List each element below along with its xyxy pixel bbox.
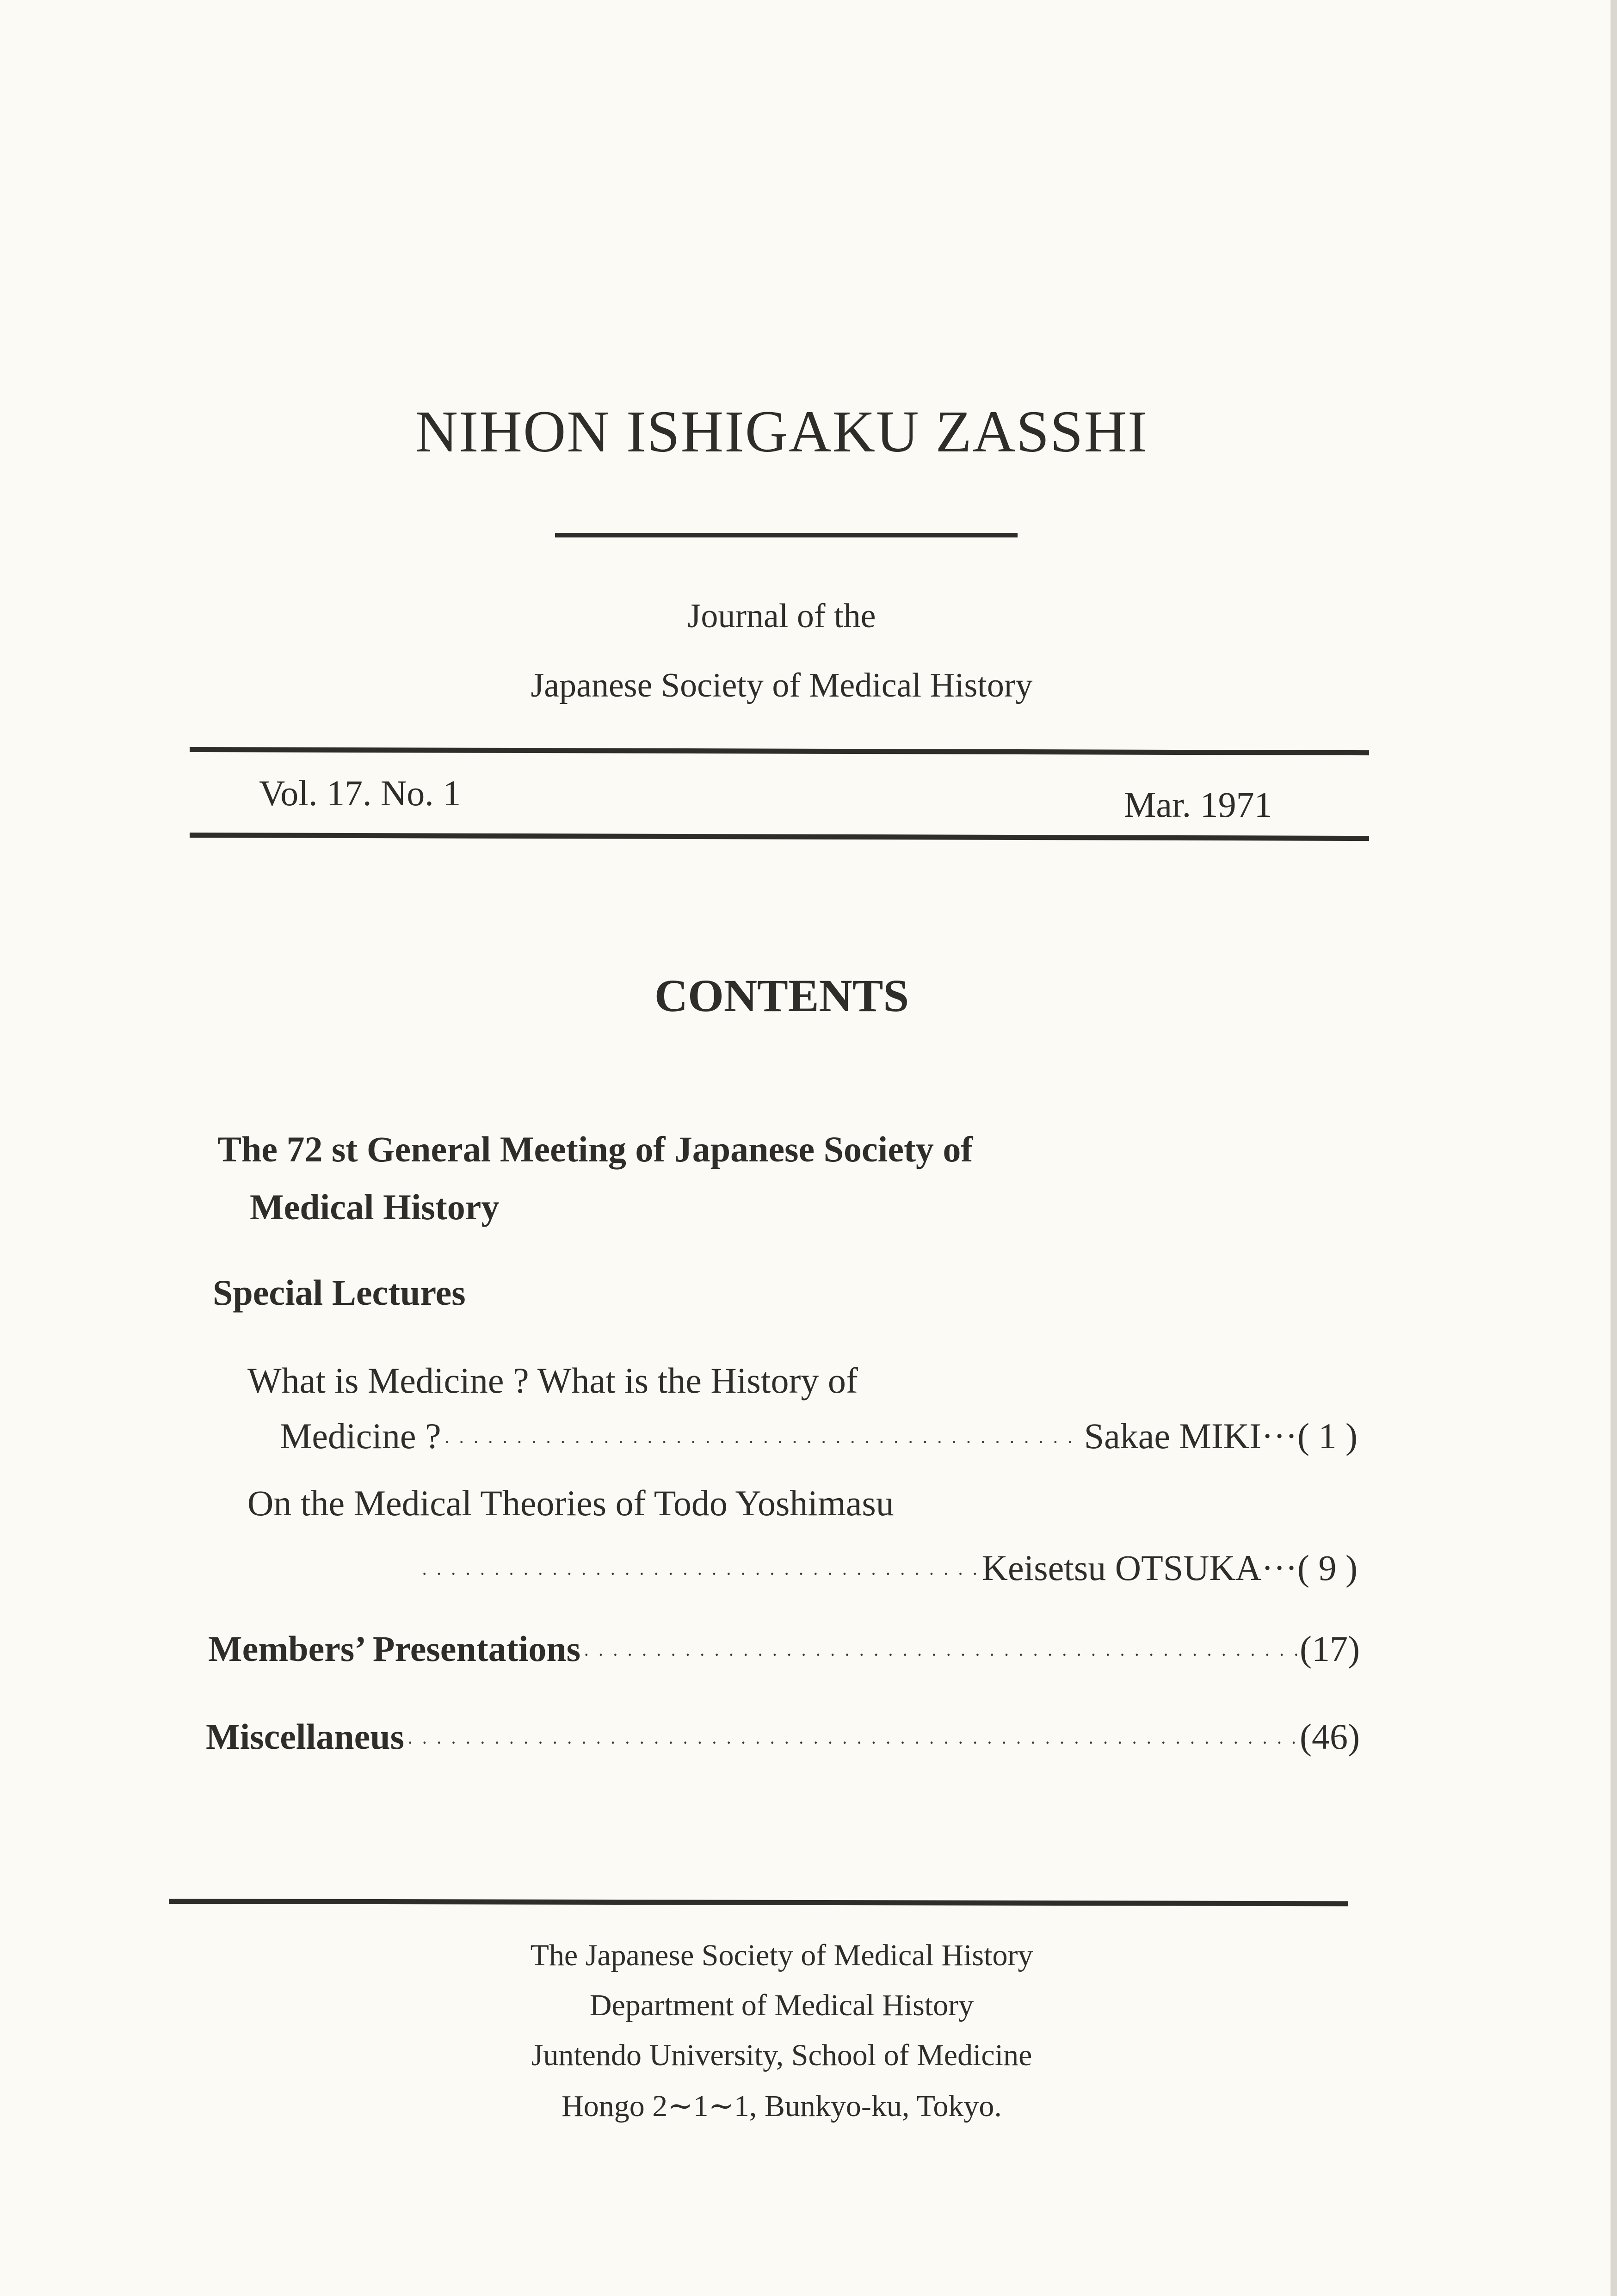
dot-leader-short: ··· [1261,1416,1298,1456]
subtitle-line-1: Journal of the [687,597,876,635]
miscellaneus-label: Miscellaneus [206,1716,404,1757]
issue-volume: Vol. 17. No. 1 [259,773,461,813]
members-presentations-label: Members’ Presentations [208,1629,581,1669]
entry-2-author: Keisetsu OTSUKA [981,1548,1262,1588]
footer-rule [169,1899,1348,1906]
miscellaneus-line[interactable] [206,1716,1360,1758]
members-presentations-page: (17) [1300,1629,1360,1669]
issue-rule-top [190,747,1369,755]
dot-leader [407,1716,1297,1758]
entry-1-page: ( 1 ) [1297,1416,1358,1456]
publisher-line-1: The Japanese Society of Medical History [530,1938,1033,1972]
miscellaneus-page: (46) [1300,1716,1360,1757]
entry-1-author: Sakae MIKI [1084,1416,1262,1456]
publisher-line-3: Juntendo University, School of Medicine [531,2038,1032,2072]
meeting-heading-line-2: Medical History [250,1187,500,1227]
entry-1-title-line-1: What is Medicine ? What is the History of [247,1360,858,1401]
entry-2-page: ( 9 ) [1297,1548,1358,1588]
publisher-line-4: Hongo 2∼1∼1, Bunkyo-ku, Tokyo. [562,2089,1002,2123]
subtitle-line-2: Japanese Society of Medical History [531,667,1033,704]
dot-leader [583,1628,1297,1670]
meeting-heading-line-1: The 72 st General Meeting of Japanese Society of [217,1129,973,1169]
title-divider [555,533,1018,537]
dot-leader [421,1547,979,1589]
dot-leader [444,1415,1081,1457]
publisher-line-2: Department of Medical History [589,1988,974,2022]
members-presentations-line[interactable] [208,1628,1360,1670]
entry-2-toc-line[interactable] [419,1547,1358,1589]
contents-heading: CONTENTS [654,970,909,1021]
issue-date: Mar. 1971 [1124,784,1272,825]
issue-rule-bottom [190,833,1369,841]
entry-2-title-line-1: On the Medical Theories of Todo Yoshimasu [247,1483,894,1523]
special-lectures-heading: Special Lectures [213,1272,466,1313]
dot-leader-short: ··· [1261,1548,1298,1588]
journal-title: NIHON ISHIGAKU ZASSHI [415,399,1148,464]
entry-1-title-line-2: Medicine ? [280,1416,441,1456]
entry-1-toc-line[interactable] [280,1415,1358,1457]
